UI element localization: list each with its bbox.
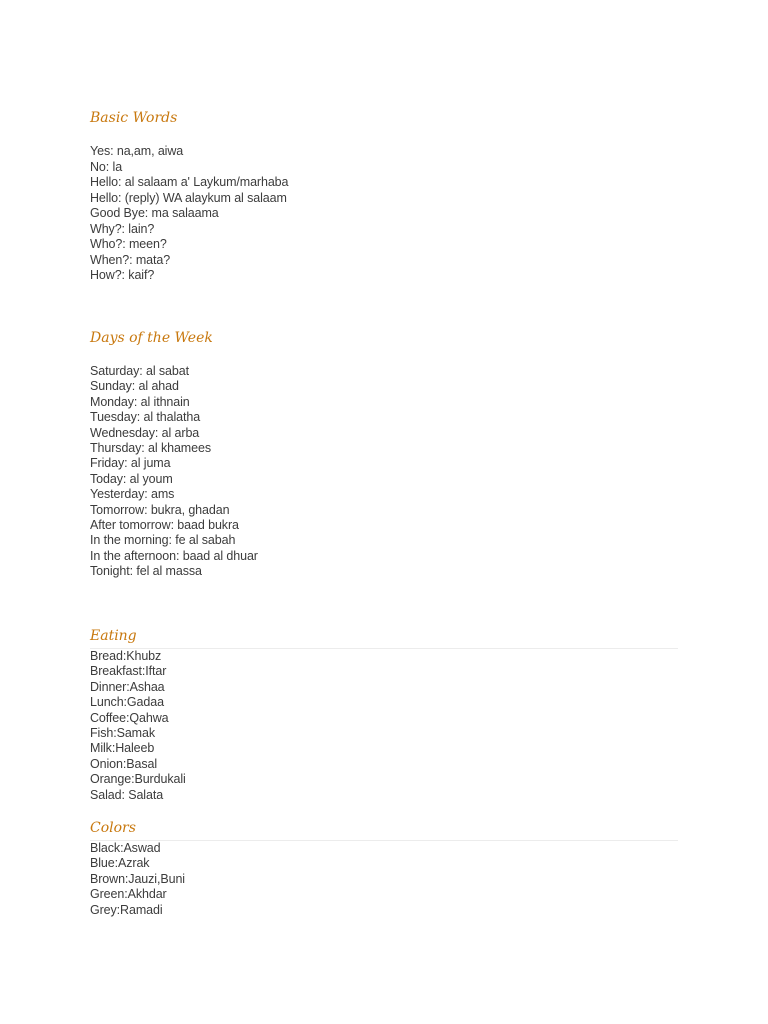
list-item: Breakfast:Iftar	[90, 664, 167, 679]
list-item: Milk:Haleeb	[90, 741, 155, 756]
list-item: Thursday: al khamees	[90, 440, 211, 455]
section-eating	[90, 627, 678, 803]
word-list	[90, 649, 678, 803]
list-item: Grey:Ramadi	[90, 902, 163, 917]
list-item: Orange:Burdukali	[90, 772, 186, 787]
list-item: In the morning: fe al sabah	[90, 533, 236, 548]
list-item: How?: kaif?	[90, 268, 155, 282]
word-list	[90, 364, 678, 579]
list-item: In the afternoon: baad al dhuar	[90, 548, 258, 563]
list-item: Yesterday: ams	[90, 487, 175, 502]
list-item: Coffee:Qahwa	[90, 710, 169, 725]
section-heading: Eating	[90, 627, 678, 649]
section-basic-words	[90, 109, 678, 284]
list-item: Tonight: fel al massa	[90, 564, 202, 579]
list-item: Yes: na,am, aiwa	[90, 144, 184, 158]
list-item: When?: mata?	[90, 252, 171, 267]
section-days-of-week	[90, 329, 678, 579]
list-item: Green:Akhdar	[90, 887, 167, 902]
list-item: Why?: lain?	[90, 221, 155, 236]
list-item: Lunch:Gadaa	[90, 695, 164, 710]
list-item: Tuesday: al thalatha	[90, 410, 201, 425]
list-item: Wednesday: al arba	[90, 425, 200, 440]
list-item: Black:Aswad	[90, 841, 161, 855]
list-item: Bread:Khubz	[90, 649, 162, 663]
list-item: Onion:Basal	[90, 756, 157, 771]
list-item: Today: al youm	[90, 471, 173, 486]
list-item: Dinner:Ashaa	[90, 679, 165, 694]
word-list	[90, 841, 678, 918]
section-heading: Basic Words	[90, 110, 178, 126]
list-item: Tomorrow: bukra, ghadan	[90, 502, 230, 517]
word-list	[90, 144, 678, 284]
list-item: Brown:Jauzi,Buni	[90, 871, 185, 886]
list-item: Hello: al salaam a' Laykum/marhaba	[90, 175, 289, 189]
section-colors	[90, 819, 678, 918]
list-item: Saturday: al sabat	[90, 364, 189, 378]
list-item: No: la	[90, 159, 123, 174]
list-item: Friday: al juma	[90, 456, 171, 471]
list-item: Hello: (reply) WA alaykum al salaam	[90, 190, 287, 205]
list-item: Fish:Samak	[90, 725, 155, 740]
section-heading: Colors	[90, 819, 678, 841]
list-item: Good Bye: ma salaama	[90, 206, 219, 220]
list-item: Who?: meen?	[90, 237, 167, 251]
list-item: Blue:Azrak	[90, 856, 150, 871]
section-heading: Days of the Week	[90, 330, 213, 346]
list-item: Sunday: al ahad	[90, 379, 179, 394]
list-item: After tomorrow: baad bukra	[90, 517, 239, 532]
list-item: Salad: Salata	[90, 787, 164, 802]
list-item: Monday: al ithnain	[90, 394, 190, 409]
